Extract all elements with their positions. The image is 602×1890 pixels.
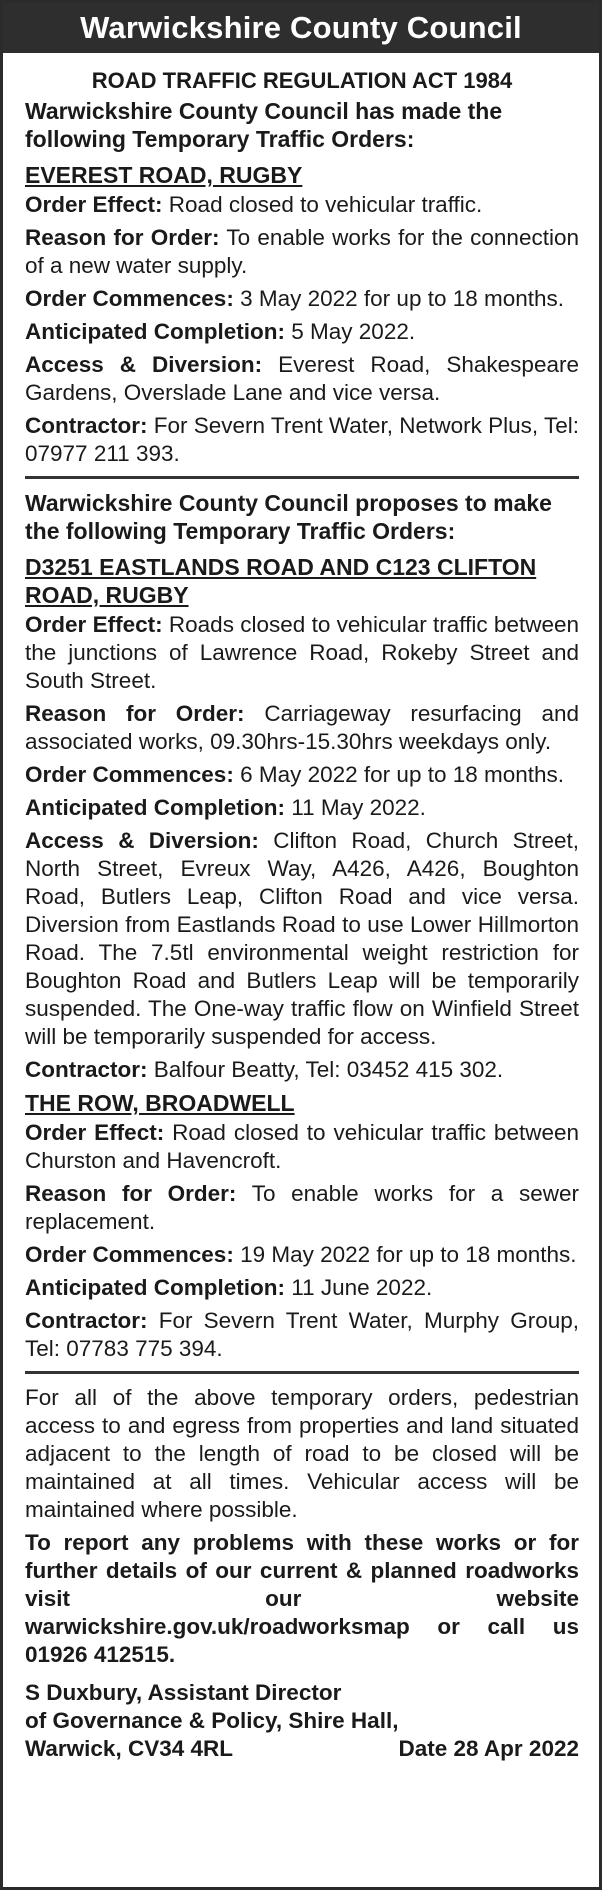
access-diversion [25, 827, 579, 1051]
intro-proposes: Warwickshire County Council proposes to make the following Temporary Traffic Orders: [25, 490, 552, 544]
order-effect-label: Order Effect: [25, 192, 163, 217]
order-commences-text: 3 May 2022 for up to 18 months. [240, 286, 565, 311]
section-title-eastlands-road: D3251 EASTLANDS ROAD AND C123 CLIFTON ROAD, RUGBY [25, 554, 537, 608]
contractor-text: For Severn Trent Water, Network Plus, Tel: 07977 211 393. [25, 413, 579, 466]
divider [25, 476, 579, 479]
order-commences-text: 19 May 2022 for up to 18 months. [240, 1242, 577, 1267]
anticipated-completion-label: Anticipated Completion: [25, 319, 285, 344]
act-title: ROAD TRAFFIC REGULATION ACT 1984 [91, 68, 513, 93]
contractor-label: Contractor: [25, 1057, 148, 1082]
order-reason [25, 224, 579, 280]
order-effect-text: Roads closed to vehicular traffic between the junctions of Lawrence Road, Rokeby Street and South Street. [25, 612, 579, 693]
council-title: Warwickshire County Council [80, 10, 522, 45]
section-title-the-row: THE ROW, BROADWELL [25, 1090, 295, 1116]
council-header [3, 3, 599, 53]
report-note: To report any problems with these works or for further details of our current & planned roadworks visit our website warwickshire.gov.uk/roadworksmap or call us 01926 412515. [25, 1530, 579, 1667]
order-commences [25, 1241, 579, 1269]
anticipated-completion [25, 794, 579, 822]
order-commences-label: Order Commences: [25, 762, 234, 787]
order-reason-text: Carriageway resurfacing and associated works, 09.30hrs-15.30hrs weekdays only. [25, 701, 579, 754]
contractor-text: For Severn Trent Water, Murphy Group, Tel: 07783 775 394. [25, 1308, 579, 1361]
intro-made: Warwickshire County Council has made the following Temporary Traffic Orders: [25, 98, 503, 152]
signature-line-3-row [25, 1735, 579, 1763]
anticipated-completion [25, 318, 579, 346]
access-diversion [25, 351, 579, 407]
contractor-text: Balfour Beatty, Tel: 03452 415 302. [153, 1057, 504, 1082]
notice-date: Date 28 Apr 2022 [398, 1736, 579, 1761]
order-effect [25, 1119, 579, 1175]
order-effect [25, 191, 579, 219]
anticipated-completion [25, 1274, 579, 1302]
contractor [25, 412, 579, 468]
access-diversion-text: Clifton Road, Church Street, North Street, Evreux Way, A426, A426, Boughton Road, Butlers Leap, Clifton Road and vice versa. Diversion from Eastlands Road to use Lower Hillmorton Road. The 7.5tl environmental weight restriction for Boughton Road and Butlers Leap will be temporarily suspended. The One-way traffic flow on Winfield Street will be temporarily suspended for access. [25, 828, 579, 1049]
anticipated-completion-text: 11 June 2022. [291, 1275, 433, 1300]
order-effect [25, 611, 579, 695]
section-title-everest-road: EVEREST ROAD, RUGBY [25, 162, 303, 188]
access-note: For all of the above temporary orders, pedestrian access to and egress from properties and land situated adjacent to the length of road to be closed will be maintained at all times. Vehicular access will be maintained where possible. [25, 1385, 579, 1522]
order-effect-label: Order Effect: [25, 612, 163, 637]
order-reason [25, 700, 579, 756]
order-commences-label: Order Commences: [25, 286, 234, 311]
order-reason-label: Reason for Order: [25, 225, 220, 250]
notice-body [3, 53, 599, 1763]
order-reason-label: Reason for Order: [25, 701, 245, 726]
contractor [25, 1056, 579, 1084]
signature-line-1: S Duxbury, Assistant Director [25, 1680, 342, 1705]
order-reason [25, 1180, 579, 1236]
anticipated-completion-label: Anticipated Completion: [25, 1275, 285, 1300]
order-commences-label: Order Commences: [25, 1242, 234, 1267]
order-reason-text: To enable works for a sewer replacement. [25, 1181, 579, 1234]
order-commences [25, 285, 579, 313]
contractor [25, 1307, 579, 1363]
access-diversion-text: Everest Road, Shakespeare Gardens, Overslade Lane and vice versa. [25, 352, 579, 405]
order-effect-text: Road closed to vehicular traffic. [168, 192, 483, 217]
signature-address: Warwick, CV34 4RL [25, 1736, 233, 1761]
order-reason-text: To enable works for the connection of a new water supply. [25, 225, 579, 278]
access-diversion-label: Access & Diversion: [25, 352, 263, 377]
anticipated-completion-text: 11 May 2022. [291, 795, 426, 820]
signature-line-2: of Governance & Policy, Shire Hall, [25, 1708, 399, 1733]
order-commences [25, 761, 579, 789]
divider [25, 1371, 579, 1374]
access-diversion-label: Access & Diversion: [25, 828, 259, 853]
order-reason-label: Reason for Order: [25, 1181, 237, 1206]
contractor-label: Contractor: [25, 1308, 148, 1333]
anticipated-completion-text: 5 May 2022. [291, 319, 416, 344]
order-commences-text: 6 May 2022 for up to 18 months. [240, 762, 565, 787]
order-effect-text: Road closed to vehicular traffic between Churston and Havencroft. [25, 1120, 580, 1173]
anticipated-completion-label: Anticipated Completion: [25, 795, 285, 820]
order-effect-label: Order Effect: [25, 1120, 165, 1145]
contractor-label: Contractor: [25, 413, 148, 438]
